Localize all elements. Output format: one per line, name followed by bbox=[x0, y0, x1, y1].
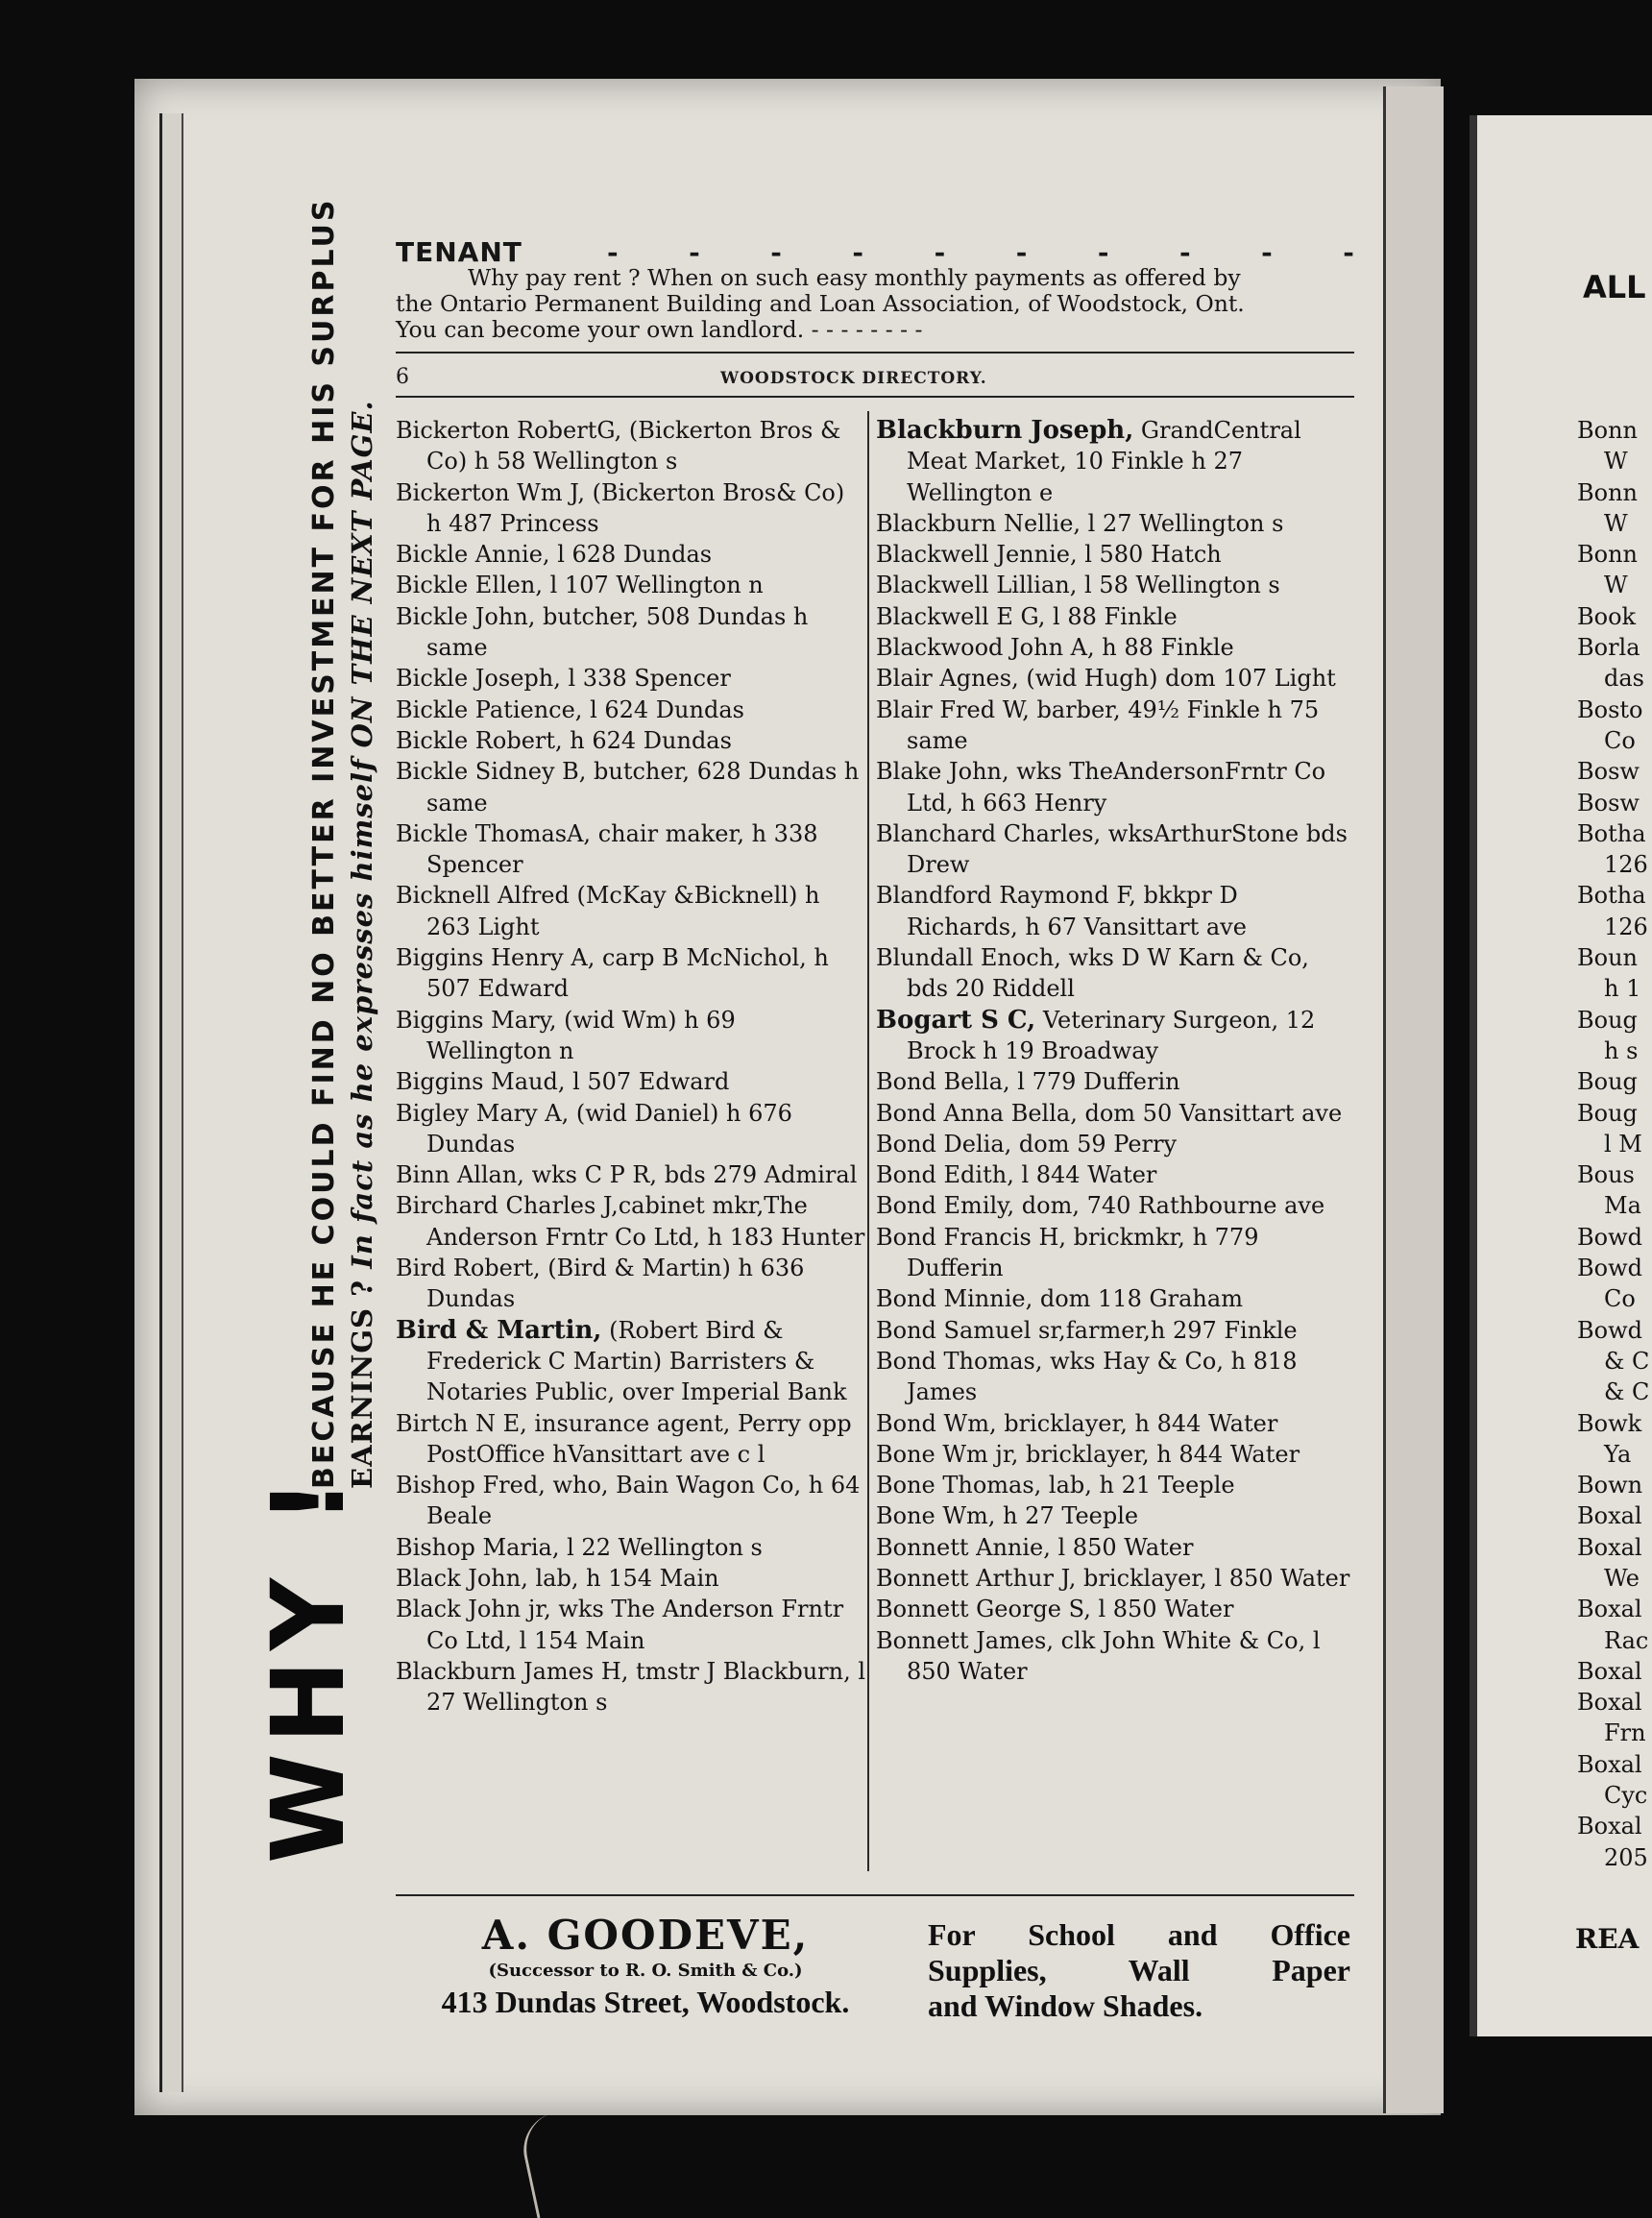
dash: - bbox=[770, 236, 782, 268]
tenant-advertisement bbox=[396, 236, 1354, 343]
tenant-dashes bbox=[607, 236, 1354, 268]
list-item: Bous bbox=[1577, 1161, 1635, 1189]
tenant-line-2: the Ontario Permanent Building and Loan Association, of Woodstock, Ont. bbox=[396, 290, 1245, 317]
list-item: Botha bbox=[1577, 819, 1646, 847]
list-item: Co bbox=[1604, 726, 1636, 754]
list-item: Bonnett George S, l 850 Water bbox=[876, 1596, 1234, 1623]
list-item: W bbox=[1604, 448, 1628, 475]
list-item: Boug bbox=[1577, 1099, 1638, 1127]
tenant-heading: TENANT bbox=[396, 236, 522, 268]
next-page-footer: REA bbox=[1575, 1923, 1640, 1955]
dash: - bbox=[1097, 236, 1109, 268]
list-item: das bbox=[1604, 665, 1644, 693]
ad-line-3: and Window Shades. bbox=[928, 1988, 1203, 2023]
list-item: Bickle Annie, l 628 Dundas bbox=[396, 541, 713, 569]
list-item: 126 bbox=[1604, 913, 1648, 940]
list-item: Binn Allan, wks C P R, bds 279 Admiral bbox=[396, 1161, 858, 1189]
list-item: Bonnett Annie, l 850 Water bbox=[876, 1533, 1194, 1561]
list-item: Botha bbox=[1577, 882, 1646, 910]
list-item: Borla bbox=[1577, 634, 1640, 662]
ad-business-name: A. GOODEVE, bbox=[481, 1912, 810, 1959]
ad-line-1: For School and Office bbox=[928, 1917, 1350, 1952]
list-item: Ma bbox=[1604, 1192, 1641, 1220]
list-item: Bickle Robert, h 624 Dundas bbox=[396, 726, 732, 754]
list-item: Biggins Henry A, carp B McNichol, h 507 Edward bbox=[396, 944, 829, 1003]
page-gutter bbox=[1383, 86, 1444, 2113]
supplies-advertisement bbox=[928, 1917, 1350, 2024]
list-item: Bond Thomas, wks Hay & Co, h 818 James bbox=[876, 1347, 1298, 1406]
dash: - bbox=[607, 236, 619, 268]
list-item: Black John jr, wks The Anderson Frntr Co Ltd, l 154 Main bbox=[396, 1596, 844, 1654]
list-item: Bickle Patience, l 624 Dundas bbox=[396, 695, 744, 723]
list-item: W bbox=[1604, 572, 1628, 599]
list-item: We bbox=[1604, 1564, 1640, 1592]
list-item: h s bbox=[1604, 1036, 1639, 1064]
list-item: Birchard Charles J,cabinet mkr,The Anderson Frntr Co Ltd, h 183 Hunter bbox=[396, 1192, 865, 1251]
tenant-line-1: Why pay rent ? When on such easy monthly payments as offered by bbox=[468, 264, 1241, 291]
list-item: Black John, lab, h 154 Main bbox=[396, 1564, 719, 1592]
list-item: Rac bbox=[1604, 1626, 1649, 1654]
list-item: Boxal bbox=[1577, 1813, 1642, 1840]
list-item: Boun bbox=[1577, 944, 1638, 972]
footer-rule bbox=[396, 1894, 1354, 1896]
list-item: Blackburn James H, tmstr J Blackburn, l 27 Wellington s bbox=[396, 1657, 866, 1717]
list-item: Bond Minnie, dom 118 Graham bbox=[876, 1285, 1243, 1313]
page-binding-edge bbox=[159, 113, 183, 2092]
list-item: Cyc bbox=[1604, 1782, 1648, 1810]
list-item: Bosto bbox=[1577, 695, 1643, 723]
paper-tear-mark bbox=[517, 2108, 596, 2218]
bold-name: Blackburn Joseph, bbox=[876, 416, 1134, 445]
list-item: Bown bbox=[1577, 1472, 1643, 1499]
dash: - bbox=[934, 236, 946, 268]
list-item: h 1 bbox=[1604, 975, 1641, 1003]
list-item-bogart: Bogart S C, Veterinary Surgeon, 12 Brock h 19 Broadway bbox=[876, 1005, 1316, 1064]
list-item: & C bbox=[1604, 1378, 1650, 1406]
bold-name: Bird & Martin, bbox=[396, 1315, 602, 1345]
list-item: Blandford Raymond F, bkkpr D Richards, h 67 Vansittart ave bbox=[876, 882, 1247, 940]
list-item: Boxal bbox=[1577, 1657, 1642, 1685]
list-item: Bonn bbox=[1577, 417, 1638, 444]
page-number: 6 bbox=[396, 365, 409, 389]
list-item: Bicknell Alfred (McKay &Bicknell) h 263 Light bbox=[396, 882, 820, 940]
list-item: W bbox=[1604, 509, 1628, 537]
running-head: WOODSTOCK DIRECTORY. bbox=[720, 369, 987, 388]
list-item-bird-martin: Bird & Martin, (Robert Bird & Frederick C Martin) Barristers & Notaries Public, over Imperial Bank bbox=[396, 1315, 847, 1406]
header-rule bbox=[396, 396, 1354, 398]
bold-name: Bogart S C, bbox=[876, 1005, 1036, 1035]
next-page-heading: ALL bbox=[1583, 269, 1646, 305]
list-item: Book bbox=[1577, 602, 1637, 630]
list-item: Bowk bbox=[1577, 1409, 1642, 1437]
list-item: Blackwell Lillian, l 58 Wellington s bbox=[876, 572, 1280, 599]
list-item: Biggins Maud, l 507 Edward bbox=[396, 1068, 730, 1096]
list-item: Bond Anna Bella, dom 50 Vansittart ave bbox=[876, 1099, 1343, 1127]
top-rule bbox=[396, 352, 1354, 353]
list-item: Boxal bbox=[1577, 1502, 1642, 1530]
vertical-advertisement bbox=[192, 197, 378, 1864]
column-divider bbox=[867, 411, 869, 1871]
list-item: Bond Edith, l 844 Water bbox=[876, 1161, 1157, 1189]
list-item: Bigley Mary A, (wid Daniel) h 676 Dundas bbox=[396, 1099, 792, 1158]
list-item: Bickerton Wm J, (Bickerton Bros& Co) h 487 Princess bbox=[396, 478, 845, 537]
list-item: Blackwell E G, l 88 Finkle bbox=[876, 602, 1178, 630]
list-item: Blair Agnes, (wid Hugh) dom 107 Light bbox=[876, 665, 1336, 693]
dash: - bbox=[1343, 236, 1354, 268]
list-item: Bond Emily, dom, 740 Rathbourne ave bbox=[876, 1192, 1325, 1220]
list-item: Bickle Sidney B, butcher, 628 Dundas h same bbox=[396, 758, 860, 817]
list-item: Boxal bbox=[1577, 1596, 1642, 1623]
vertical-line-2 bbox=[346, 400, 378, 1489]
list-item: Bone Thomas, lab, h 21 Teeple bbox=[876, 1472, 1235, 1499]
vertical-line-1: BECAUSE HE COULD FIND NO BETTER INVESTMENT FOR HIS SURPLUS bbox=[307, 197, 341, 1489]
list-item: Blake John, wks TheAndersonFrntr Co Ltd, h 663 Henry bbox=[876, 758, 1326, 817]
list-item: Bond Samuel sr,farmer,h 297 Finkle bbox=[876, 1316, 1298, 1344]
list-item: Bone Wm jr, bricklayer, h 844 Water bbox=[876, 1440, 1300, 1468]
dash: - bbox=[1015, 236, 1028, 268]
list-item: Bickerton RobertG, (Bickerton Bros & Co) h 58 Wellington s bbox=[396, 417, 841, 475]
right-column bbox=[876, 415, 1356, 1687]
list-item: 205 bbox=[1604, 1843, 1648, 1871]
goodeve-advertisement bbox=[396, 1912, 895, 2020]
list-item: Boug bbox=[1577, 1006, 1638, 1034]
dash: - bbox=[1261, 236, 1273, 268]
list-item: Bickle ThomasA, chair maker, h 338 Spencer bbox=[396, 819, 818, 879]
list-item: Bickle John, butcher, 508 Dundas h same bbox=[396, 602, 809, 662]
list-item: Blundall Enoch, wks D W Karn & Co, bds 20 Riddell bbox=[876, 944, 1309, 1003]
list-item: Bowd bbox=[1577, 1223, 1642, 1251]
tenant-line-3: You can become your own landlord. - - - - - - - - bbox=[396, 316, 923, 343]
list-item: Bosw bbox=[1577, 789, 1640, 817]
list-item: & C bbox=[1604, 1347, 1650, 1375]
list-item: Bond Francis H, brickmkr, h 779 Dufferin bbox=[876, 1223, 1259, 1282]
list-item: Blair Fred W, barber, 49½ Finkle h 75 same bbox=[876, 695, 1320, 754]
list-item-blackburn-joseph: Blackburn Joseph, GrandCentral Meat Market, 10 Finkle h 27 Wellington e bbox=[876, 416, 1301, 506]
ad-line-2: Supplies, Wall Paper bbox=[928, 1953, 1350, 1987]
list-item: Bickle Joseph, l 338 Spencer bbox=[396, 665, 731, 693]
list-item: Bond Delia, dom 59 Perry bbox=[876, 1130, 1178, 1158]
why-headline: WHY ! bbox=[250, 1469, 367, 1864]
list-item: Boxal bbox=[1577, 1750, 1642, 1778]
list-item: Blackburn Nellie, l 27 Wellington s bbox=[876, 509, 1284, 537]
list-item: l M bbox=[1604, 1130, 1642, 1158]
next-page-entries bbox=[1577, 415, 1652, 1873]
list-item: Bishop Fred, who, Bain Wagon Co, h 64 Beale bbox=[396, 1472, 861, 1530]
list-item: Blackwood John A, h 88 Finkle bbox=[876, 634, 1234, 662]
list-item: Frn bbox=[1604, 1719, 1646, 1747]
list-item: Biggins Mary, (wid Wm) h 69 Wellington n bbox=[396, 1006, 736, 1064]
list-item: Bone Wm, h 27 Teeple bbox=[876, 1502, 1139, 1530]
list-item: Blackwell Jennie, l 580 Hatch bbox=[876, 541, 1222, 569]
list-item: Blanchard Charles, wksArthurStone bds Drew bbox=[876, 819, 1348, 879]
vertical-line-2b: In fact as he expresses himself ON THE NEXT PAGE. bbox=[346, 400, 378, 1269]
list-item: Ya bbox=[1604, 1440, 1632, 1468]
list-item: Bishop Maria, l 22 Wellington s bbox=[396, 1533, 763, 1561]
dash: - bbox=[852, 236, 864, 268]
list-item: Boug bbox=[1577, 1068, 1638, 1096]
list-item: Boxal bbox=[1577, 1533, 1642, 1561]
list-item: Bowd bbox=[1577, 1316, 1642, 1344]
dash: - bbox=[1178, 236, 1191, 268]
vertical-line-2a: EARNINGS ? bbox=[346, 1279, 378, 1489]
left-column bbox=[396, 415, 866, 1718]
list-item: Bird Robert, (Bird & Martin) h 636 Dundas bbox=[396, 1255, 805, 1313]
list-item: Bonn bbox=[1577, 478, 1638, 506]
list-item: Bond Wm, bricklayer, h 844 Water bbox=[876, 1409, 1278, 1437]
ad-address: 413 Dundas Street, Woodstock. bbox=[441, 1985, 850, 2019]
dash: - bbox=[689, 236, 700, 268]
list-item: Bond Bella, l 779 Dufferin bbox=[876, 1068, 1180, 1096]
list-item: Bonnett James, clk John White & Co, l 850 Water bbox=[876, 1626, 1321, 1685]
list-item: Boxal bbox=[1577, 1689, 1642, 1717]
ad-successor-note: (Successor to R. O. Smith & Co.) bbox=[488, 1961, 803, 1981]
list-item: Bosw bbox=[1577, 758, 1640, 786]
list-item: Bowd bbox=[1577, 1255, 1642, 1282]
list-item: Bonn bbox=[1577, 541, 1638, 569]
list-item: 126 bbox=[1604, 851, 1648, 879]
list-item: Bonnett Arthur J, bricklayer, l 850 Water bbox=[876, 1564, 1350, 1592]
list-item: Co bbox=[1604, 1285, 1636, 1313]
list-item: Birtch N E, insurance agent, Perry opp PostOffice hVansittart ave c l bbox=[396, 1409, 852, 1468]
list-item: Bickle Ellen, l 107 Wellington n bbox=[396, 572, 764, 599]
